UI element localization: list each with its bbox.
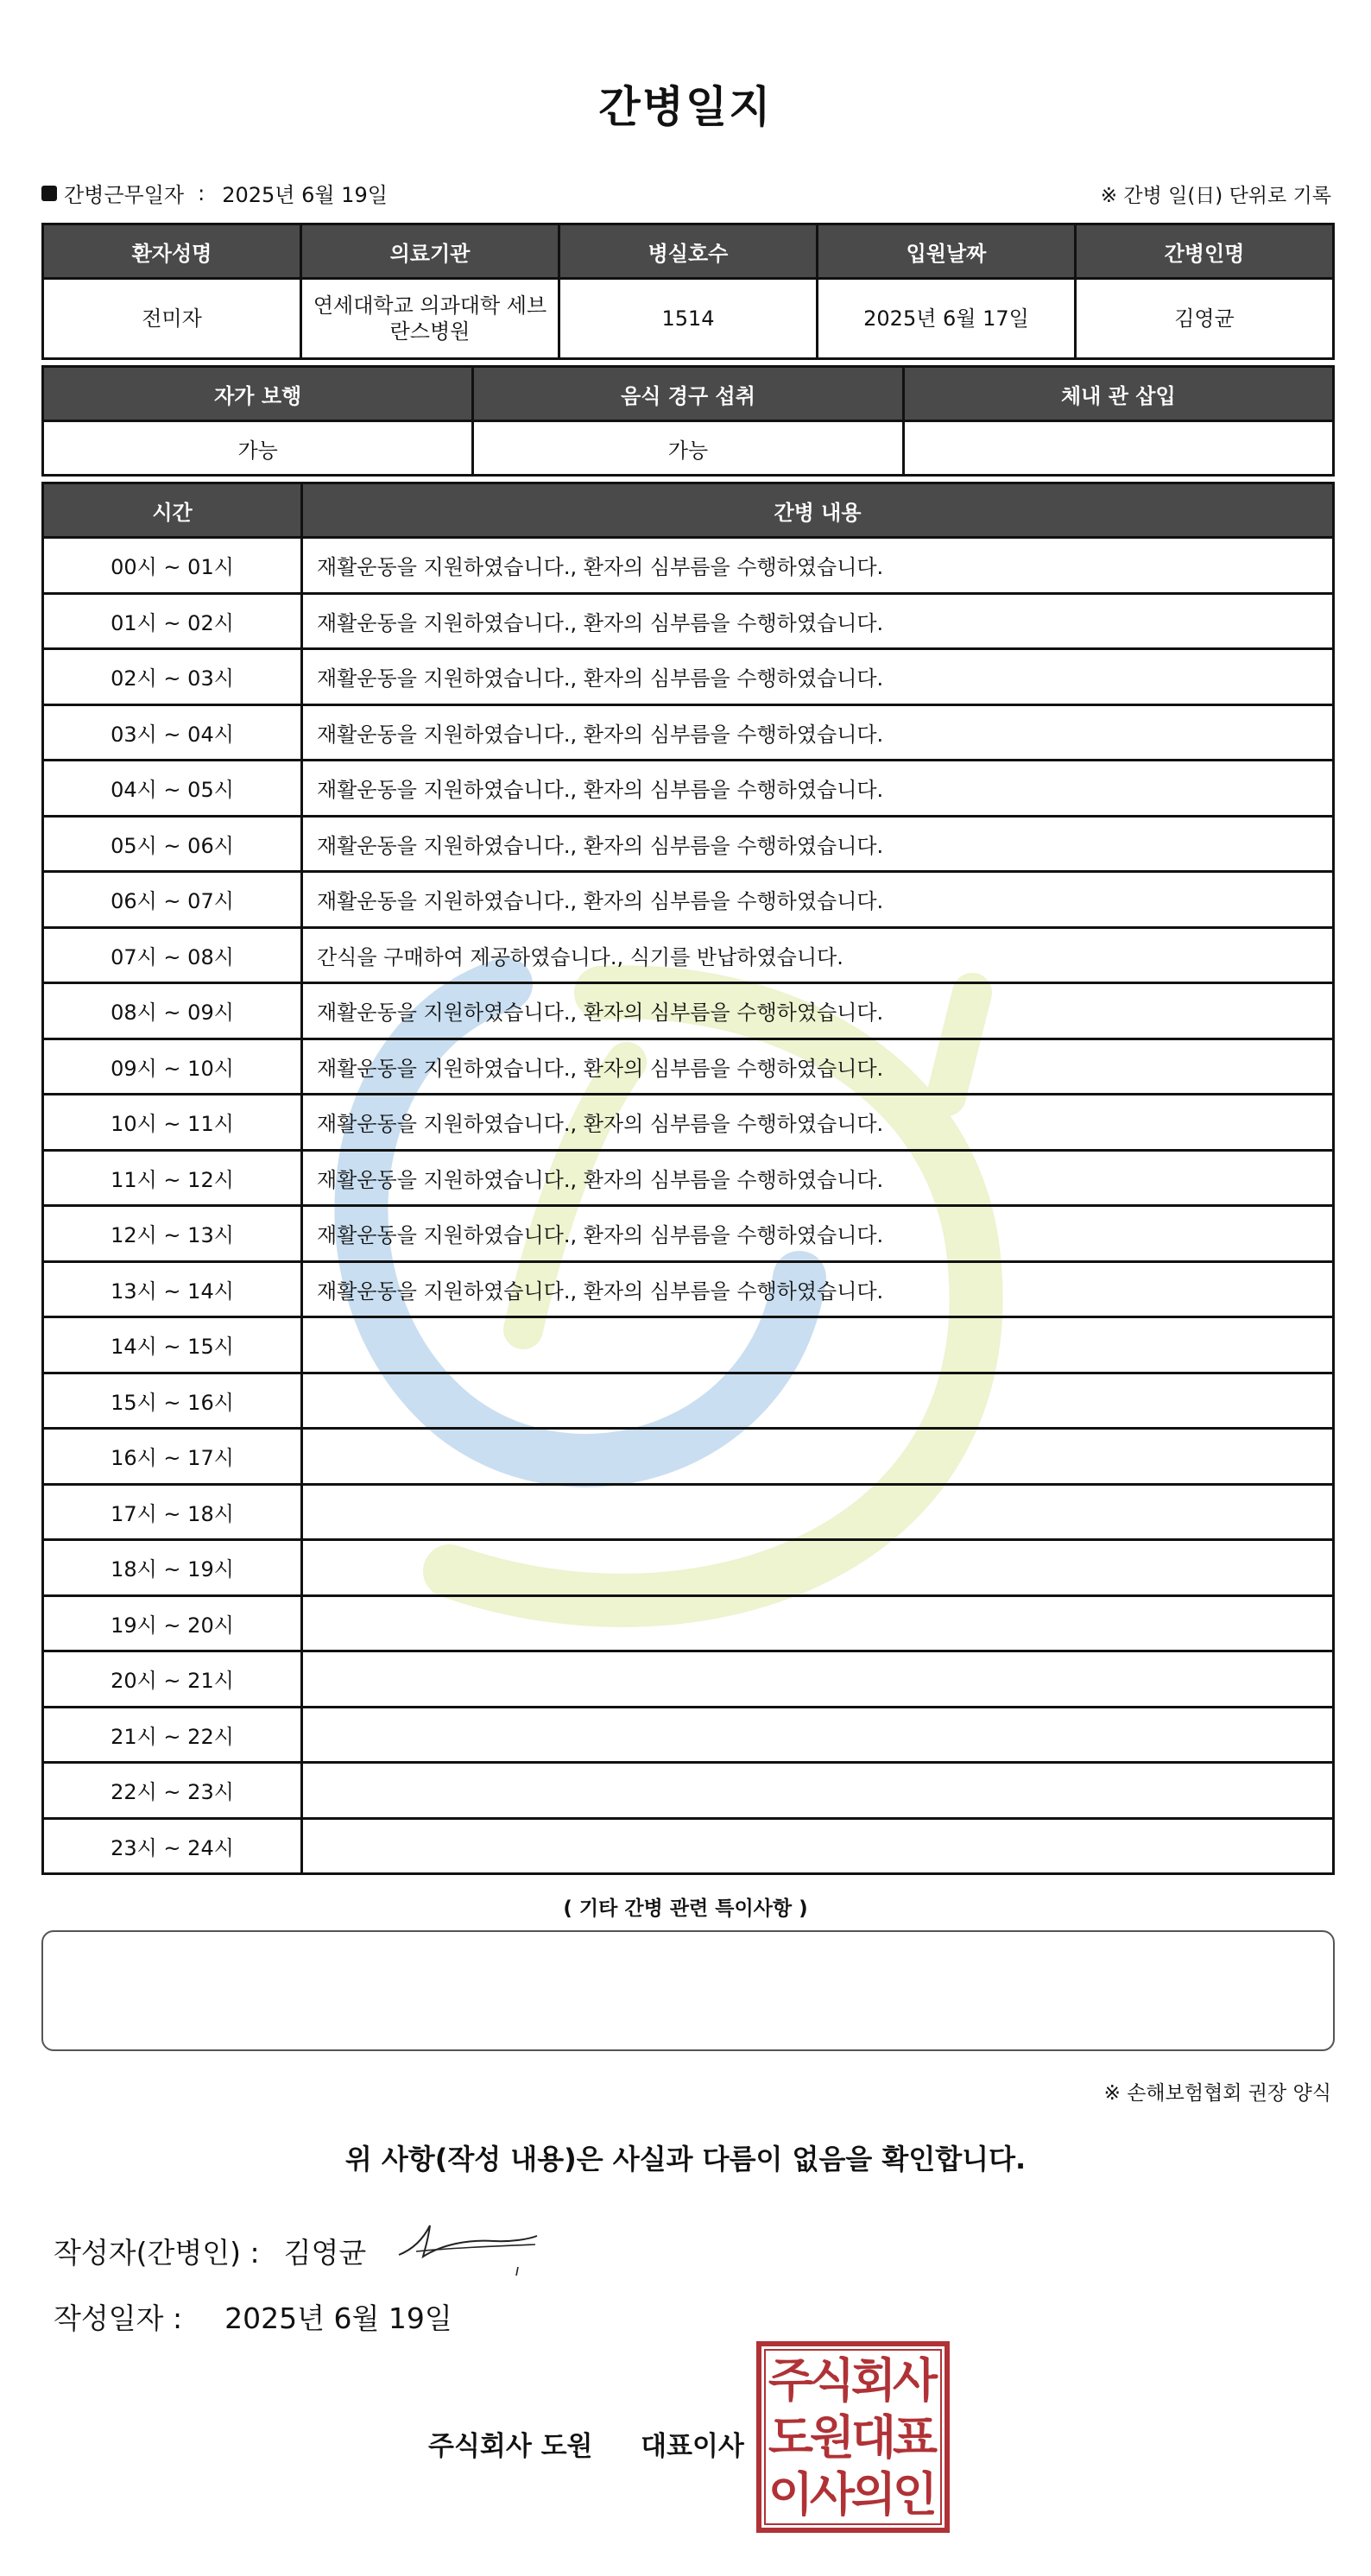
work-date-colon: : bbox=[198, 180, 205, 205]
written-date-value: 2025년 6월 19일 bbox=[224, 2301, 452, 2335]
time-slot: 13시 ~ 14시 bbox=[43, 1261, 302, 1317]
caregiver-name: 김영균 bbox=[1076, 279, 1334, 359]
self-walking-value: 가능 bbox=[43, 421, 473, 476]
care-log-table bbox=[41, 482, 1335, 1875]
work-date bbox=[41, 178, 388, 208]
table-row bbox=[43, 1150, 1334, 1206]
room-number: 1514 bbox=[559, 279, 818, 359]
time-slot: 08시 ~ 09시 bbox=[43, 983, 302, 1039]
time-slot: 05시 ~ 06시 bbox=[43, 816, 302, 872]
seal-character: 식 bbox=[809, 2353, 856, 2408]
header-oral-intake: 음식 경구 섭취 bbox=[473, 367, 903, 421]
care-content bbox=[302, 1373, 1334, 1429]
time-slot: 02시 ~ 03시 bbox=[43, 649, 302, 705]
table-row bbox=[43, 1818, 1334, 1874]
care-content bbox=[302, 1484, 1334, 1540]
table-row bbox=[43, 1429, 1334, 1485]
special-notes-title: ( 기타 간병 관련 특이사항 ) bbox=[563, 1897, 808, 1920]
record-unit-note: ※ 간병 일(日) 단위로 기록 bbox=[1100, 185, 1331, 207]
table-row bbox=[43, 1540, 1334, 1596]
time-slot: 04시 ~ 05시 bbox=[43, 761, 302, 817]
writer-name: 김영균 bbox=[283, 2236, 367, 2270]
seal-character: 인 bbox=[892, 2467, 938, 2522]
care-content: 재활운동을 지원하였습니다., 환자의 심부름을 수행하였습니다. bbox=[302, 1150, 1334, 1206]
care-content: 재활운동을 지원하였습니다., 환자의 심부름을 수행하였습니다. bbox=[302, 538, 1334, 594]
writer-line bbox=[54, 2231, 366, 2271]
table-row bbox=[43, 927, 1334, 983]
admission-date: 2025년 6월 17일 bbox=[818, 279, 1076, 359]
header-care-content: 간병 내용 bbox=[302, 483, 1334, 538]
time-slot: 07시 ~ 08시 bbox=[43, 927, 302, 983]
header-time: 시간 bbox=[43, 483, 302, 538]
seal-character: 표 bbox=[892, 2410, 938, 2465]
hospital-name: 연세대학교 의과대학 세브란스병원 bbox=[301, 279, 559, 359]
table-row bbox=[43, 1261, 1334, 1317]
table-row bbox=[43, 1484, 1334, 1540]
care-content: 재활운동을 지원하였습니다., 환자의 심부름을 수행하였습니다. bbox=[302, 704, 1334, 761]
time-slot: 06시 ~ 07시 bbox=[43, 872, 302, 928]
table-row bbox=[43, 761, 1334, 817]
document-title: 간병일지 bbox=[598, 82, 773, 132]
time-slot: 14시 ~ 15시 bbox=[43, 1317, 302, 1373]
care-content: 재활운동을 지원하였습니다., 환자의 심부름을 수행하였습니다. bbox=[302, 593, 1334, 649]
header-admission-date: 입원날짜 bbox=[818, 224, 1076, 279]
table-row bbox=[43, 649, 1334, 705]
time-slot: 23시 ~ 24시 bbox=[43, 1818, 302, 1874]
seal-character: 의 bbox=[850, 2467, 897, 2522]
care-content: 재활운동을 지원하였습니다., 환자의 심부름을 수행하였습니다. bbox=[302, 1206, 1334, 1262]
seal-character: 사 bbox=[809, 2467, 856, 2522]
care-content: 재활운동을 지원하였습니다., 환자의 심부름을 수행하였습니다. bbox=[302, 983, 1334, 1039]
time-slot: 18시 ~ 19시 bbox=[43, 1540, 302, 1596]
care-content: 재활운동을 지원하였습니다., 환자의 심부름을 수행하였습니다. bbox=[302, 872, 1334, 928]
work-date-value: 2025년 6월 19일 bbox=[222, 183, 388, 207]
time-slot: 01시 ~ 02시 bbox=[43, 593, 302, 649]
company-name: 주식회사 도원 bbox=[428, 2431, 593, 2462]
table-row bbox=[43, 704, 1334, 761]
company-line bbox=[428, 2424, 744, 2463]
seal-character: 사 bbox=[892, 2353, 938, 2408]
time-slot: 19시 ~ 20시 bbox=[43, 1595, 302, 1651]
table-row bbox=[43, 1595, 1334, 1651]
seal-character: 원 bbox=[809, 2410, 856, 2465]
care-content bbox=[302, 1540, 1334, 1596]
signature-image bbox=[390, 2210, 546, 2279]
table-row bbox=[43, 538, 1334, 594]
time-slot: 03시 ~ 04시 bbox=[43, 704, 302, 761]
header-self-walking: 자가 보행 bbox=[43, 367, 473, 421]
patient-info-table bbox=[41, 223, 1335, 360]
table-row bbox=[43, 1763, 1334, 1819]
table-row bbox=[43, 872, 1334, 928]
time-slot: 20시 ~ 21시 bbox=[43, 1651, 302, 1708]
care-content: 재활운동을 지원하였습니다., 환자의 심부름을 수행하였습니다. bbox=[302, 1039, 1334, 1095]
care-content bbox=[302, 1707, 1334, 1763]
table-row bbox=[43, 1206, 1334, 1262]
care-content bbox=[302, 1317, 1334, 1373]
oral-intake-value: 가능 bbox=[473, 421, 903, 476]
time-slot: 16시 ~ 17시 bbox=[43, 1429, 302, 1485]
table-row bbox=[43, 593, 1334, 649]
time-slot: 15시 ~ 16시 bbox=[43, 1373, 302, 1429]
header-caregiver-name: 간병인명 bbox=[1076, 224, 1334, 279]
written-date-label: 작성일자 : bbox=[54, 2301, 183, 2335]
care-content: 간식을 구매하여 제공하였습니다., 식기를 반납하였습니다. bbox=[302, 927, 1334, 983]
seal-character: 대 bbox=[850, 2410, 897, 2465]
time-slot: 00시 ~ 01시 bbox=[43, 538, 302, 594]
table-row bbox=[43, 1651, 1334, 1708]
writer-label: 작성자(간병인) : bbox=[54, 2236, 260, 2270]
company-title: 대표이사 bbox=[641, 2431, 744, 2462]
time-slot: 17시 ~ 18시 bbox=[43, 1484, 302, 1540]
table-row bbox=[43, 983, 1334, 1039]
care-content: 재활운동을 지원하였습니다., 환자의 심부름을 수행하였습니다. bbox=[302, 1095, 1334, 1151]
care-content bbox=[302, 1763, 1334, 1819]
care-content bbox=[302, 1818, 1334, 1874]
seal-character: 회 bbox=[850, 2353, 897, 2408]
table-row bbox=[43, 1095, 1334, 1151]
written-date-line bbox=[54, 2296, 452, 2337]
care-content bbox=[302, 1651, 1334, 1708]
seal-character: 도 bbox=[768, 2410, 814, 2465]
care-content: 재활운동을 지원하였습니다., 환자의 심부름을 수행하였습니다. bbox=[302, 761, 1334, 817]
time-slot: 21시 ~ 22시 bbox=[43, 1707, 302, 1763]
care-content: 재활운동을 지원하였습니다., 환자의 심부름을 수행하였습니다. bbox=[302, 816, 1334, 872]
table-row bbox=[43, 1039, 1334, 1095]
table-row bbox=[43, 816, 1334, 872]
seal-character: 이 bbox=[768, 2467, 814, 2522]
form-source-note: ※ 손해보험협회 권장 양식 bbox=[1103, 2082, 1331, 2105]
table-row bbox=[43, 1707, 1334, 1763]
square-bullet-icon bbox=[41, 186, 57, 201]
care-content bbox=[302, 1595, 1334, 1651]
header-hospital: 의료기관 bbox=[301, 224, 559, 279]
special-notes-box bbox=[41, 1930, 1335, 2051]
time-slot: 12시 ~ 13시 bbox=[43, 1206, 302, 1262]
header-tube-insertion: 체내 관 삽입 bbox=[903, 367, 1333, 421]
header-patient-name: 환자성명 bbox=[43, 224, 301, 279]
time-slot: 10시 ~ 11시 bbox=[43, 1095, 302, 1151]
work-date-label: 간병근무일자 bbox=[64, 183, 185, 207]
table-row bbox=[43, 1317, 1334, 1373]
time-slot: 11시 ~ 12시 bbox=[43, 1150, 302, 1206]
confirmation-statement: 위 사항(작성 내용)은 사실과 다름이 없음을 확인합니다. bbox=[344, 2143, 1027, 2175]
company-seal-stamp bbox=[756, 2341, 950, 2533]
care-content: 재활운동을 지원하였습니다., 환자의 심부름을 수행하였습니다. bbox=[302, 649, 1334, 705]
table-row bbox=[43, 1373, 1334, 1429]
care-content bbox=[302, 1429, 1334, 1485]
care-content: 재활운동을 지원하였습니다., 환자의 심부름을 수행하였습니다. bbox=[302, 1261, 1334, 1317]
time-slot: 09시 ~ 10시 bbox=[43, 1039, 302, 1095]
patient-name: 전미자 bbox=[43, 279, 301, 359]
time-slot: 22시 ~ 23시 bbox=[43, 1763, 302, 1819]
seal-character: 주 bbox=[768, 2353, 814, 2408]
patient-status-table bbox=[41, 365, 1335, 477]
tube-insertion-value bbox=[903, 421, 1333, 476]
header-room-number: 병실호수 bbox=[559, 224, 818, 279]
